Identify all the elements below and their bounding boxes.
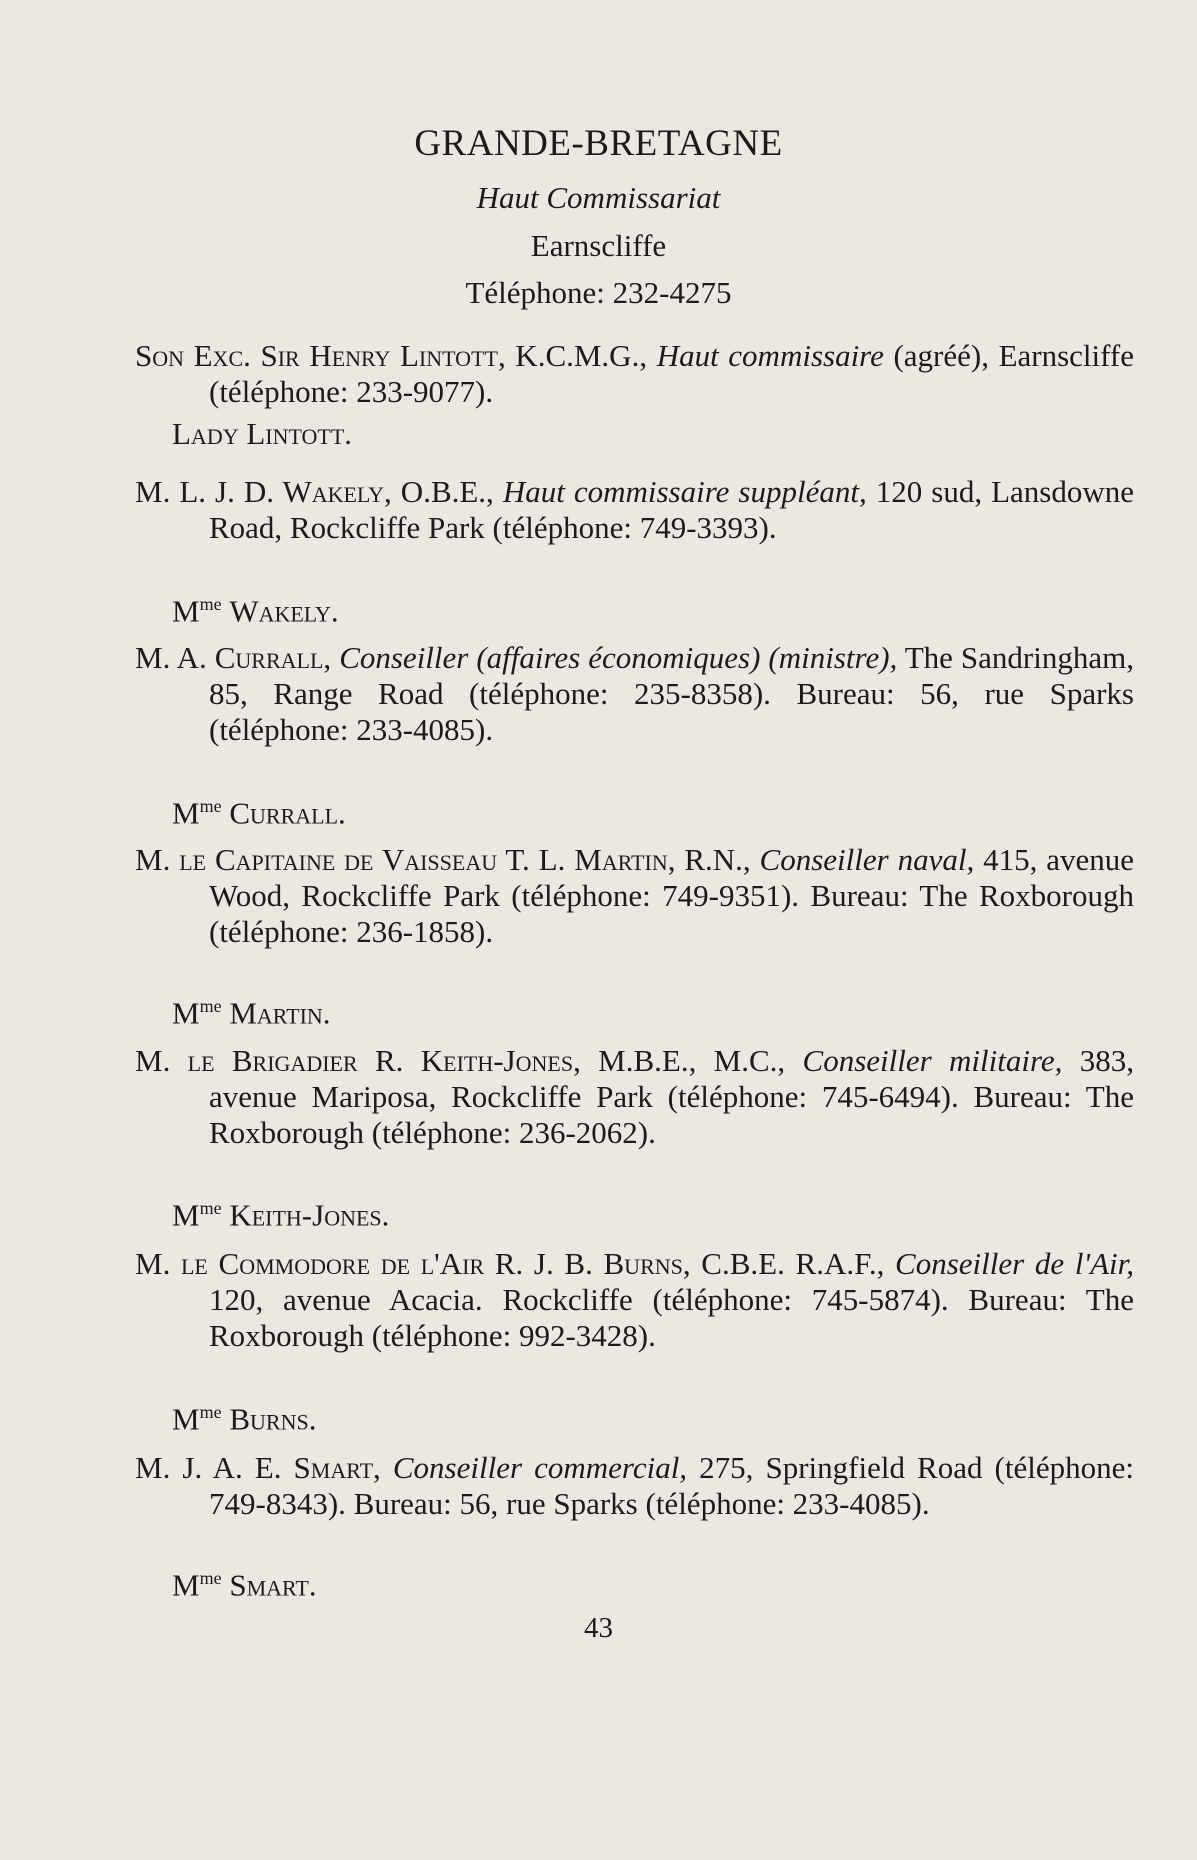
spouse-prefix: M [172, 1567, 200, 1603]
office-subheading: Haut Commissariat [476, 180, 721, 215]
entry-title: Conseiller de l'Air, [895, 1246, 1135, 1281]
spouse-currall [172, 788, 346, 831]
entry-martin [135, 842, 1134, 950]
entry-name: M. L. J. D. Wakely, O.B.E., [135, 474, 494, 509]
spouse-name: Martin. [229, 995, 331, 1031]
spouse-prefix-sup: me [199, 594, 222, 614]
spouse-wakely [172, 586, 339, 629]
entry-currall [135, 640, 1134, 748]
spouse-prefix-sup: me [199, 996, 222, 1016]
entry-name: M. le Brigadier R. Keith-Jones, M.B.E., M.C., [135, 1043, 786, 1078]
entry-name: M. le Capitaine de Vaisseau T. L. Martin, R.N., [135, 842, 751, 877]
spouse-prefix-sup: me [199, 1198, 222, 1218]
entry-name: M. le Commodore de l'Air R. J. B. Burns, C.B.E. R.A.F., [135, 1246, 885, 1281]
spouse-name: Wakely. [229, 593, 339, 629]
entry-wakely [135, 474, 1134, 546]
entry-name: Son Exc. Sir Henry Lintott, K.C.M.G., [135, 338, 648, 373]
spouse-prefix: M [172, 1197, 200, 1233]
entry-details: 415, avenue Wood, Rockcliffe Park (téléphone: 749-9351). Bureau: The Roxborough (téléphone: 236-1858). [209, 842, 1135, 949]
spouse-prefix-sup: me [199, 1568, 222, 1588]
spouse-martin [172, 988, 331, 1031]
entry-name: M. A. Currall, [135, 640, 332, 675]
entry-details: 275, Springfield Road (téléphone: 749-8343). Bureau: 56, rue Sparks (téléphone: 233-4085). [209, 1450, 1134, 1521]
entry-details: (agréé), Earnscliffe (téléphone: 233-9077). [209, 338, 1134, 409]
entry-title: Conseiller militaire, [802, 1043, 1063, 1078]
office-phone: Téléphone: 232-4275 [465, 275, 732, 310]
page-number: 43 [584, 1612, 613, 1644]
spouse-prefix: M [172, 593, 200, 629]
entry-title: Haut commissaire [656, 338, 884, 373]
spouse-name: Keith-Jones. [229, 1197, 390, 1233]
spouse-smart [172, 1560, 317, 1603]
entry-lintott [135, 338, 1134, 410]
spouse-burns [172, 1394, 316, 1437]
entry-smart [135, 1450, 1134, 1522]
entry-title: Conseiller (affaires économiques) (ministre), [339, 640, 898, 675]
spouse-prefix-sup: me [199, 796, 222, 816]
entry-details: 120, avenue Acacia. Rockcliffe (téléphone: 745-5874). Bureau: The Roxborough (téléphone: 992-3428). [209, 1282, 1134, 1353]
entry-title: Conseiller naval, [759, 842, 975, 877]
entry-title: Conseiller commercial, [392, 1450, 688, 1485]
entry-title: Haut commissaire suppléant, [502, 474, 867, 509]
office-address: Earnscliffe [530, 228, 667, 263]
spouse-name: Burns. [229, 1401, 317, 1437]
spouse-lintott: Lady Lintott. [172, 416, 353, 451]
spouse-keith-jones [172, 1190, 389, 1233]
spouse-prefix: M [172, 1401, 200, 1437]
country-heading: GRANDE-BRETAGNE [414, 123, 783, 164]
entry-name: M. J. A. E. Smart, [135, 1450, 381, 1485]
entry-keith-jones [135, 1043, 1134, 1151]
entry-details: The Sandringham, 85, Range Road (téléphone: 235-8358). Bureau: 56, rue Sparks (téléphone: 233-4085). [209, 640, 1134, 747]
spouse-prefix: M [172, 795, 200, 831]
spouse-prefix-sup: me [199, 1402, 222, 1422]
entry-details: 383, avenue Mariposa, Rockcliffe Park (téléphone: 745-6494). Bureau: The Roxborough (téléphone: 236-2062). [209, 1043, 1134, 1150]
spouse-name: Currall. [229, 795, 346, 831]
spouse-prefix: M [172, 995, 200, 1031]
entry-details: 120 sud, Lansdowne Road, Rockcliffe Park (téléphone: 749-3393). [209, 474, 1134, 545]
entry-burns [135, 1246, 1134, 1354]
spouse-name: Smart. [229, 1567, 317, 1603]
